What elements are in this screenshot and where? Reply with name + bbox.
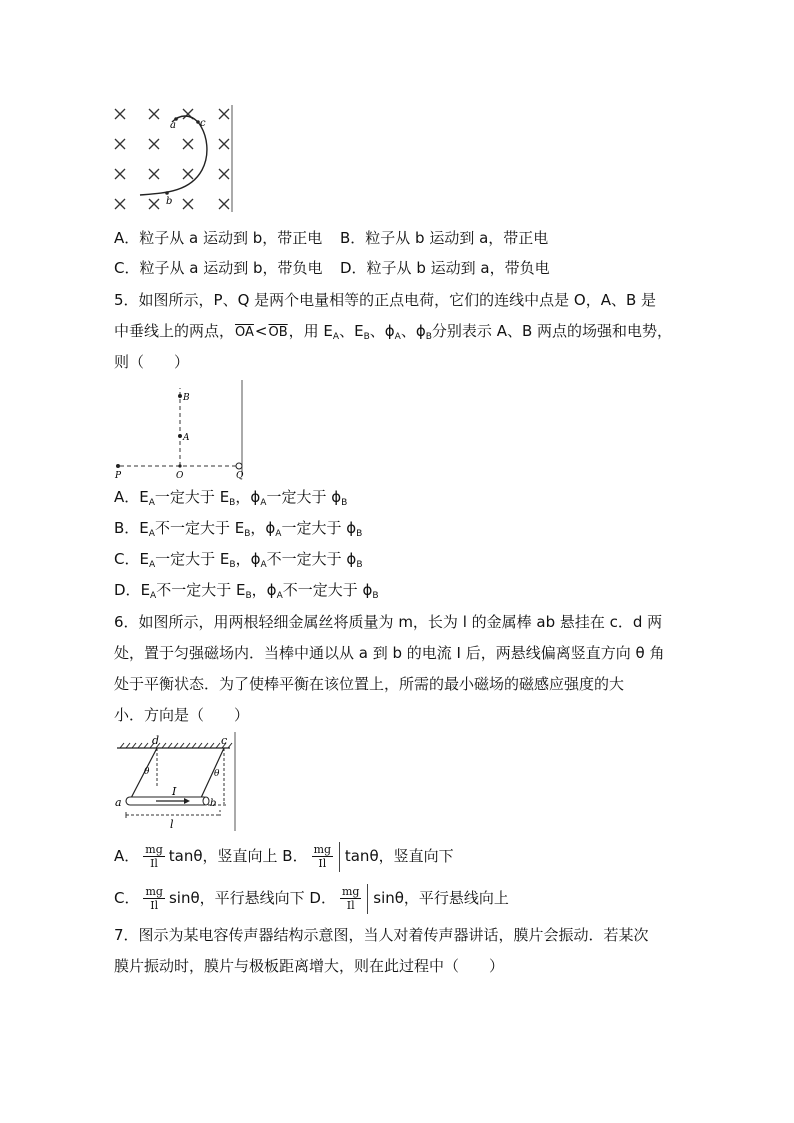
q5-stem-line3: 则（ ） — [114, 353, 190, 371]
q4-option-a: A．粒子从 a 运动到 b，带正电 — [114, 229, 323, 247]
label-d: d — [152, 734, 160, 747]
q6-stem-line2: 处，置于匀强磁场内．当棒中通以从 a 到 b 的电流 I 后，两悬线偏离竖直方向 θ 角 — [114, 644, 665, 662]
q6-stem-line1: 6．如图所示，用两根轻细金属丝将质量为 m，长为 l 的金属棒 ab 悬挂在 c．d 两 — [114, 613, 663, 631]
label-theta-left: θ — [144, 767, 150, 777]
label-a: a — [170, 120, 176, 131]
label-l: l — [170, 818, 174, 831]
hanging-rod-figure — [112, 732, 242, 832]
ceiling-hatch — [210, 743, 214, 748]
q4-option-c: C．粒子从 a 运动到 b，带负电 — [114, 259, 323, 277]
label-A: A — [183, 433, 190, 443]
label-a: a — [115, 796, 122, 809]
ceiling-hatch — [192, 743, 196, 748]
q6-stem-line4: 小．方向是（ ） — [114, 706, 250, 724]
q5-option-a: A．$E_A$一定大于 $E_B$，$\phi_A$一定大于 $\phi_B$ — [114, 488, 348, 508]
label-c: c — [200, 118, 206, 129]
q5-stem-line2: 中垂线上的两点，$\overline{OA}<\overline{OB}$，用 $E_A$、$E_B$、$\phi_A$、$\phi_B$分别表示 A、B 两点的场强和电势， — [114, 322, 673, 342]
ceiling-hatch — [144, 743, 148, 748]
q7-stem-line1: 7．图示为某电容传声器结构示意图，当人对着传声器讲话，膜片会振动．若某次 — [114, 926, 649, 944]
ceiling-hatch — [198, 743, 202, 748]
label-b: b — [210, 798, 217, 809]
q7-stem-line2: 膜片振动时，膜片与极板距离增大，则在此过程中（ ） — [114, 957, 505, 975]
ceiling-hatch — [138, 743, 142, 748]
q4-option-d: D．粒子从 b 运动到 a，带负电 — [340, 259, 550, 277]
q5-stem-line1: 5．如图所示，P、Q 是两个电量相等的正点电荷，它们的连线中点是 O，A、B 是 — [114, 291, 657, 309]
ceiling-hatch — [132, 743, 136, 748]
label-c: c — [221, 734, 228, 747]
label-O: O — [176, 471, 184, 481]
q5-option-b: B．$E_A$不一定大于 $E_B$，$\phi_A$一定大于 $\phi_B$ — [114, 519, 363, 539]
ceiling-hatch — [174, 743, 178, 748]
q6-options-ab: A． $\frac{mg}{Il}$ tanθ，竖直向上 B． $\frac{mg}{Il}$ tanθ，竖直向下 — [114, 843, 454, 870]
ceiling-hatch — [180, 743, 184, 748]
q5-option-c: C．$E_A$一定大于 $E_B$，$\phi_A$不一定大于 $\phi_B$ — [114, 550, 363, 570]
ceiling-hatch — [162, 743, 166, 748]
q6-stem-line3: 处于平衡状态．为了使棒平衡在该位置上，所需的最小磁场的磁感应强度的大 — [114, 675, 625, 693]
label-I: I — [172, 785, 177, 798]
label-B: B — [183, 393, 190, 403]
q5-option-d: D．$E_A$不一定大于 $E_B$，$\phi_A$不一定大于 $\phi_B$ — [114, 581, 379, 601]
ceiling-hatch — [168, 743, 172, 748]
label-Q: Q — [236, 471, 244, 481]
ceiling-hatch — [126, 743, 130, 748]
q4-option-b: B．粒子从 b 运动到 a，带正电 — [340, 229, 549, 247]
charges-figure — [112, 380, 252, 480]
label-theta-right: θ — [214, 769, 220, 779]
magnetic-field-figure — [110, 100, 240, 215]
ceiling-hatch — [204, 743, 208, 748]
label-P: P — [115, 471, 122, 481]
label-b: b — [166, 196, 173, 207]
q6-options-cd: C． $\frac{mg}{Il}$ sinθ，平行悬线向下 D． $\frac{mg}{Il}$ sinθ，平行悬线向上 — [114, 885, 509, 912]
ceiling-hatch — [186, 743, 190, 748]
ceiling-hatch — [216, 743, 220, 748]
ceiling-hatch — [228, 743, 232, 748]
ceiling-hatch — [120, 743, 124, 748]
